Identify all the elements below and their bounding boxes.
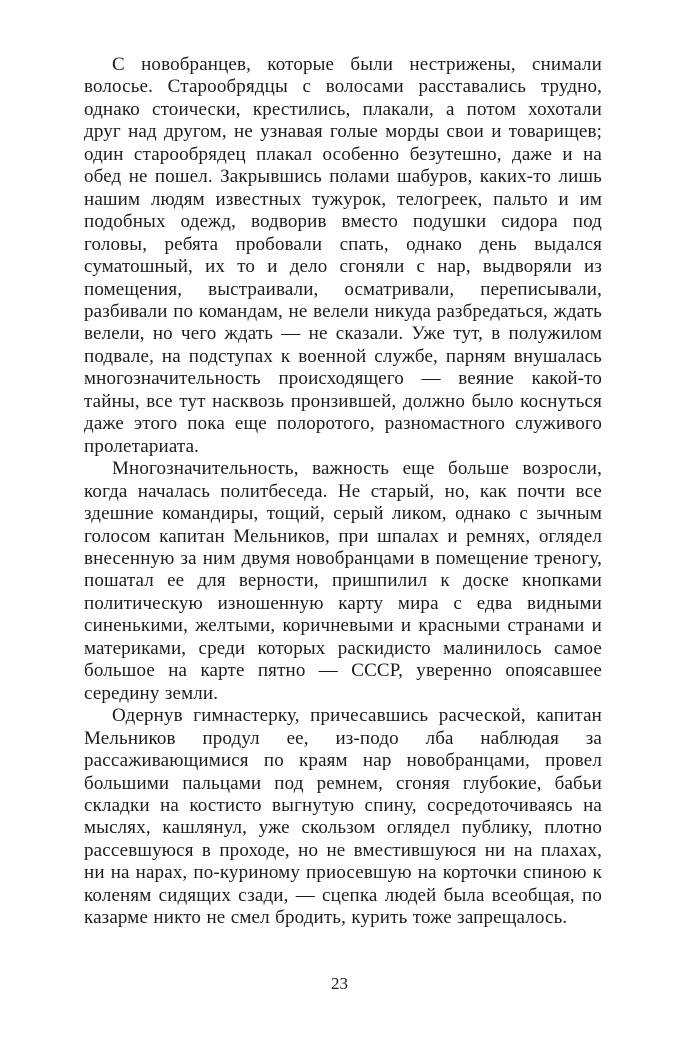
paragraph-3: Одернув гимнастерку, причесавшись расческой, капитан Мельников продул ее, из-подо лба наблюдая за рассаживающимися по краям нар новобранцами, провел большими пальцами под ремнем, сгоняя глубокие, бабьи складки на костисто выгнутую спину, сосредоточиваясь на мыслях, кашлянул, уже скользом оглядел публику, плотно рассевшуюся в проходе, но не вместившуюся ни на плахах, ни на нарах, по-куриному приосевшую на корточки спиною к коленям сидящих сзади, — сцепка людей была всеобщая, по казарме никто не смел бродить, курить тоже запрещалось. (84, 705, 602, 929)
page-number: 23 (331, 974, 348, 993)
paragraph-2: Многозначительность, важность еще больше возросли, когда началась политбеседа. Не старый, но, как почти все здешние командиры, тощий, серый ликом, однако с зычным голосом капитан Мельников, при шпалах и ремнях, оглядел внесенную за ним двумя новобранцами в помещение треногу, пошатал ее для верности, пришпилил к доске кнопками политическую изношенную карту мира с едва видными синенькими, желтыми, коричневыми и красными странами и материками, среди которых раскидисто малинилось самое большое на карте пятно — СССР, уверенно опоясавшее середину земли. (84, 458, 602, 704)
body-text (84, 54, 602, 930)
paragraph-1: С новобранцев, которые были нестрижены, снимали волосье. Старообрядцы с волосами расставались трудно, однако стоически, крестились, плакали, а потом хохотали друг над другом, не узнавая голые морды свои и товарищев; один старообрядец плакал особенно безутешно, даже и на обед не пошел. Закрывшись полами шабуров, каких-то лишь нашим людям известных тужурок, телогреек, пальто и им подобных одежд, водворив вместо подушки сидора под головы, ребята пробовали спать, однако день выдался суматошный, их то и дело сгоняли с нар, выдворяли из помещения, выстраивали, осматривали, переписывали, разбивали по командам, не велели никуда разбредаться, ждать велели, но чего ждать — не сказали. Уже тут, в полужилом подвале, на подступах к военной службе, парням внушалась многозначительность происходящего — веяние какой-то тайны, все тут насквозь пронзившей, должно было коснуться даже этого пока еще полоротого, разномастного служивого пролетариата. (84, 54, 602, 457)
